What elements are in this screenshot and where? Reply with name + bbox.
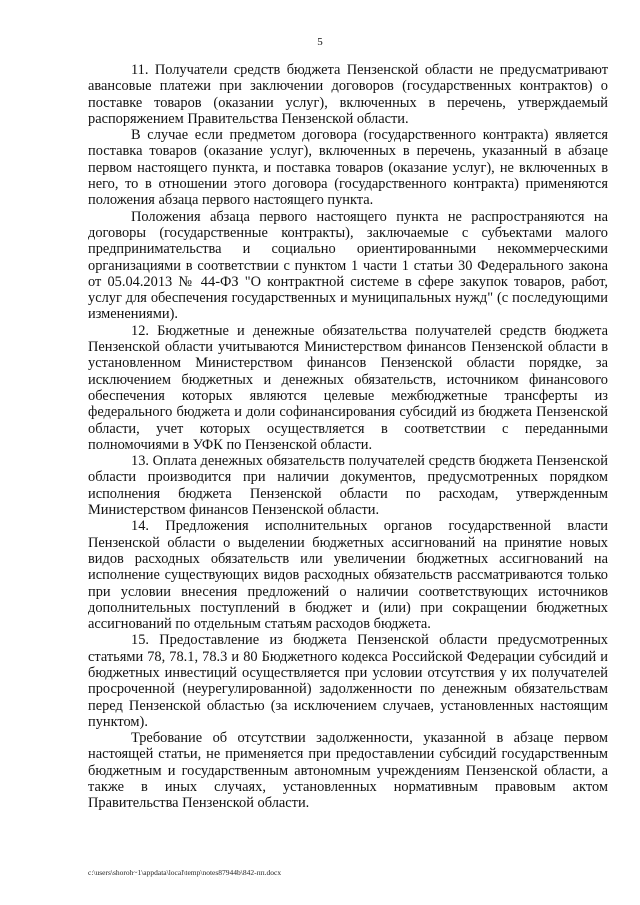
paragraph-11-case: В случае если предметом договора (государственного контракта) является поставка товаров (оказание услуг), включенных в перечень, указанный в абзаце первом настоящего пункта, и поставка товаров (оказание услуг), не включенных в него, то в отношении этого договора (государственного контракта) применяются положения абзаца первого настоящего пункта. xyxy=(88,127,608,209)
page-number: 5 xyxy=(317,36,323,48)
paragraph-11-exceptions: Положения абзаца первого настоящего пункта не распространяются на договоры (государственные контракты), заключаемые с субъектами малого предпринимательства и социально ориентированными некоммерческими организациями в соответствии с пунктом 1 части 1 статьи 30 Федерального закона от 05.04.2013 № 44-ФЗ "О контрактной системе в сфере закупок товаров, работ, услуг для обеспечения государственных и муниципальных нужд" (с последующими изменениями). xyxy=(88,208,608,323)
paragraph-11: 11. Получатели средств бюджета Пензенской области не предусматривают авансовые платежи при заключении договоров (государственных контрактов) о поставке товаров (оказании услуг), включенных в перечень, утверждаемый распоряжением Правительства Пензенской области. xyxy=(88,62,608,127)
paragraph-12: 12. Бюджетные и денежные обязательства получателей средств бюджета Пензенской области учитываются Министерством финансов Пензенской области в установленном Министерством финансов Пензенской области порядке, за исключением бюджетных и денежных обязательств, источником финансового обеспечения которых являются целевые межбюджетные трансферты из федерального бюджета и доли софинансирования субсидий из бюджета Пензенской области, учет которых осуществляется в соответствии с переданными полномочиями в УФК по Пензенской области. xyxy=(88,322,608,453)
paragraph-13: 13. Оплата денежных обязательств получателей средств бюджета Пензенской области производится при наличии документов, предусмотренных порядком исполнения бюджета Пензенской области по расходам, утвержденным Министерством финансов Пензенской области. xyxy=(88,453,608,519)
paragraph-14: 14. Предложения исполнительных органов государственной власти Пензенской области о выделении бюджетных ассигнований на принятие новых видов расходных обязательств или увеличении бюджетных ассигнований на исполнение существующих видов расходных обязательств рассматриваются только при условии внесения предложений о наличии соответствующих источников дополнительных поступлений в бюджет и (или) при сокращении бюджетных ассигнований по отдельным статьям расходов бюджета. xyxy=(88,518,608,633)
document-body xyxy=(88,62,608,812)
paragraph-15: 15. Предоставление из бюджета Пензенской области предусмотренных статьями 78, 78.1, 78.3 и 80 Бюджетного кодекса Российской Федерации субсидий и бюджетных инвестиций осуществляется при условии отсутствия у их получателей просроченной (неурегулированной) задолженности по денежным обязательствам перед Пензенской областью (за исключением случаев, установленных настоящим пунктом). xyxy=(88,632,608,730)
footer-file-path: c:\users\shoroh~1\appdata\local\temp\notes87944b\842-пп.docx xyxy=(88,868,282,877)
paragraph-15-requirement: Требование об отсутствии задолженности, указанной в абзаце первом настоящей статьи, не применяется при предоставлении субсидий государственным бюджетным и государственным автономным учреждениям Пензенской области, а также в иных случаях, установленных нормативным правовым актом Правительства Пензенской области. xyxy=(88,730,608,812)
